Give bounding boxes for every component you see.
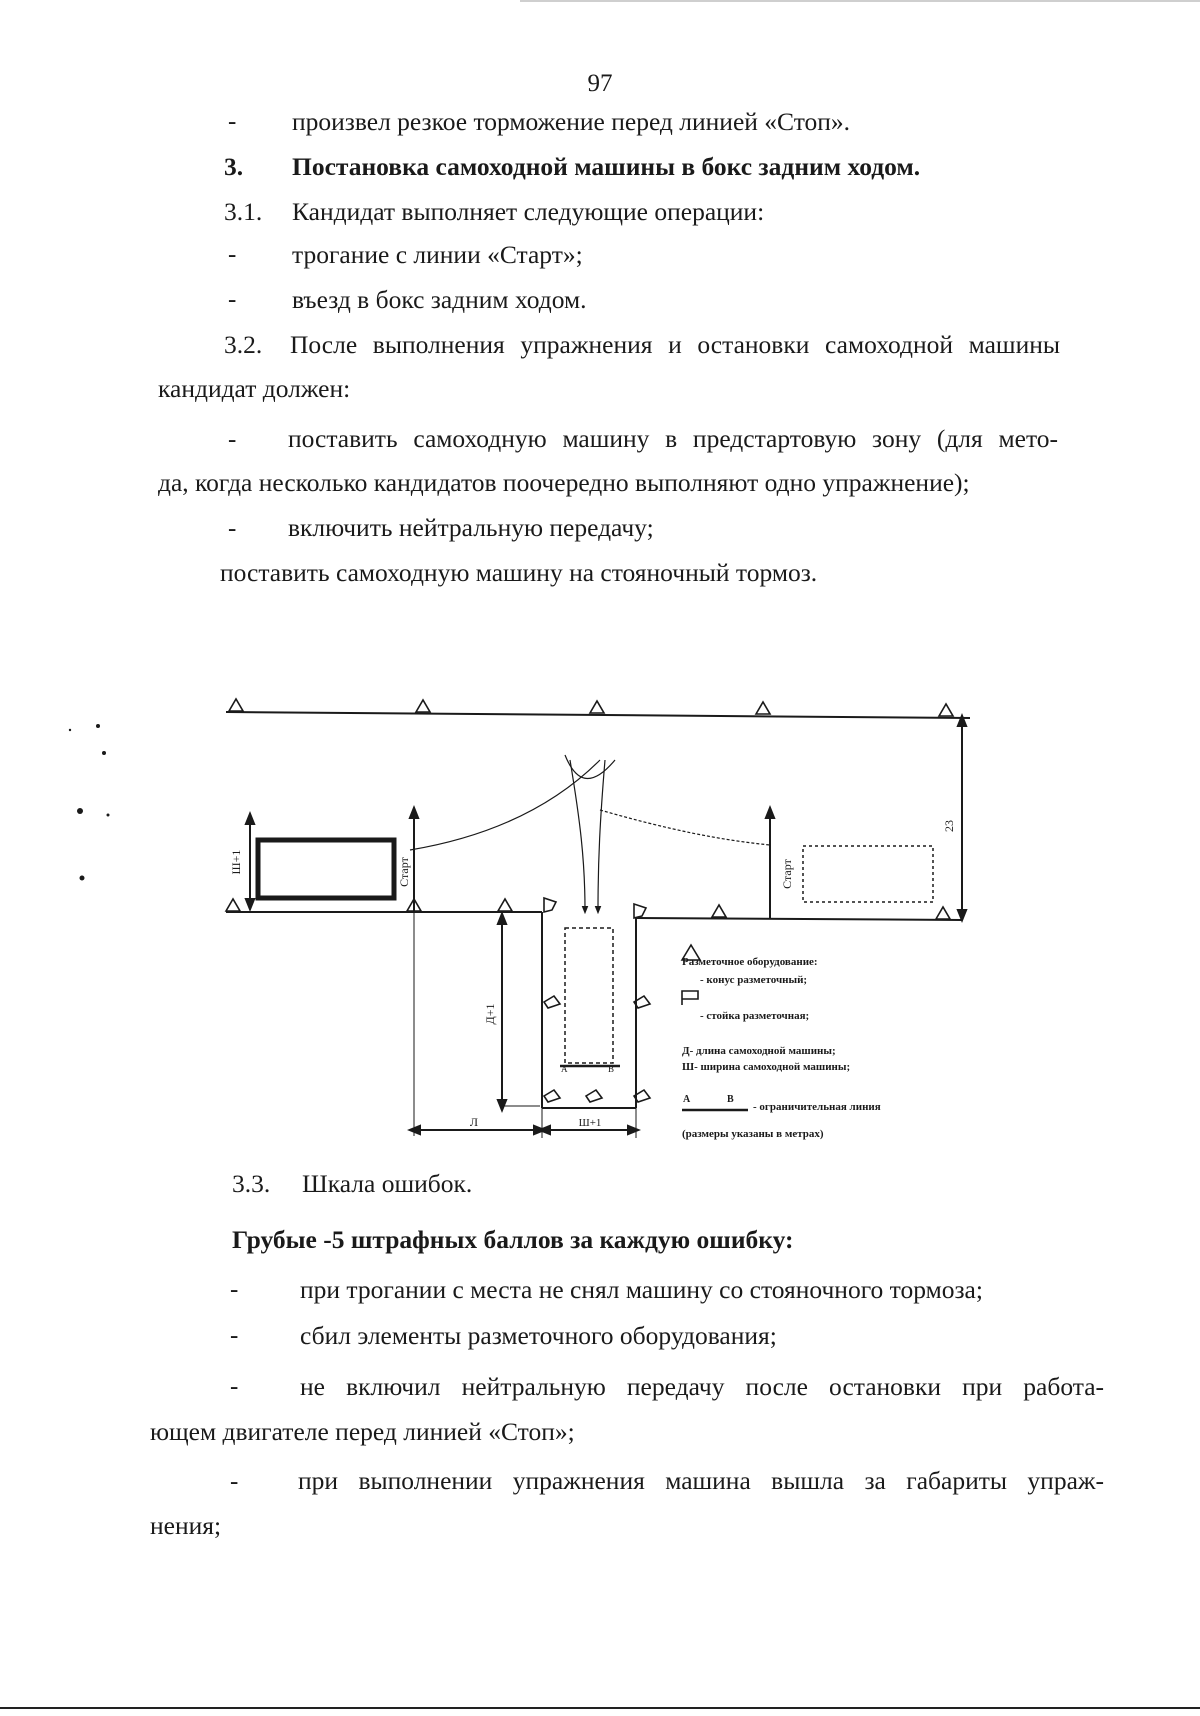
start-machine xyxy=(258,840,394,898)
list-item: не включил нейтральную передачу после остановки при работа- xyxy=(300,1372,1104,1401)
post-icon xyxy=(634,904,646,918)
post-icon xyxy=(544,898,556,912)
box-label-b: В xyxy=(608,1064,615,1074)
list-item: поставить самоходную машину в предстартовую зону (для мето- xyxy=(288,424,1058,453)
cone-icon xyxy=(590,701,604,713)
trajectory-line xyxy=(570,760,585,910)
trajectory-curve xyxy=(600,810,770,845)
list-dash: - xyxy=(230,1468,239,1495)
legend-b: В xyxy=(727,1094,734,1105)
list-dash: - xyxy=(228,426,237,453)
list-dash: - xyxy=(228,515,237,542)
paragraph-line: ющем двигателе перед линией «Стоп»; xyxy=(150,1417,575,1446)
start-label-left: Старт xyxy=(397,857,411,887)
legend-length: Д- длина самоходной машины; xyxy=(682,1045,836,1057)
list-dash: - xyxy=(230,1322,239,1349)
list-item: въезд в бокс задним ходом. xyxy=(292,285,587,314)
paragraph-line: поставить самоходную машину на стояночный тормоз. xyxy=(220,558,818,587)
post-icon xyxy=(586,1090,602,1102)
paragraph-line: произвел резкое торможение перед линией «Стоп». xyxy=(292,107,851,136)
paragraph-line: нения; xyxy=(150,1511,222,1540)
paragraph-line: Кандидат выполняет следующие операции: xyxy=(292,197,765,226)
dim-label-23: 23 xyxy=(942,820,956,832)
list-dash: - xyxy=(228,108,237,135)
list-dash: - xyxy=(230,1373,239,1400)
trajectory-line xyxy=(598,760,605,910)
list-item: включить нейтральную передачу; xyxy=(288,513,654,542)
subsection-number: 3.3. xyxy=(232,1169,271,1198)
box-label-a: А xyxy=(561,1064,568,1074)
list-dash: - xyxy=(228,241,237,268)
road-line-right xyxy=(636,918,962,920)
cone-icon xyxy=(939,704,953,716)
section-title: Постановка самоходной машины в бокс задним ходом. xyxy=(292,152,921,181)
dim-label-L: Л xyxy=(469,1115,479,1129)
paragraph-line: Шкала ошибок. xyxy=(302,1169,473,1198)
cone-icon xyxy=(756,702,770,714)
list-item: сбил элементы разметочного оборудования; xyxy=(300,1321,777,1350)
legend-units: (размеры указаны в метрах) xyxy=(682,1128,824,1140)
cone-icon xyxy=(226,899,240,911)
legend-width: Ш- ширина самоходной машины; xyxy=(682,1061,851,1073)
legend-a: А xyxy=(683,1094,691,1105)
subsection-number: 3.2. xyxy=(224,330,263,359)
list-dash: - xyxy=(230,1276,239,1303)
cone-icon xyxy=(936,907,950,919)
paragraph-line: кандидат должен: xyxy=(158,374,351,403)
box-machine xyxy=(565,928,613,1063)
paragraph-line: да, когда несколько кандидатов поочередно выполняют одно упражнение); xyxy=(158,468,970,497)
paragraph-line: После выполнения упражнения и остановки самоходной машины xyxy=(290,330,1060,359)
list-item: при трогании с места не снял машину со стояночного тормоза; xyxy=(300,1275,983,1304)
dim-label-box-length: Д+1 xyxy=(483,1003,497,1025)
scan-bottom-edge xyxy=(0,1707,1200,1709)
gross-errors-heading: Грубые -5 штрафных баллов за каждую ошибку: xyxy=(232,1225,794,1254)
start-label-right: Старт xyxy=(780,859,794,889)
cone-icon xyxy=(498,899,512,911)
page-number: 97 xyxy=(587,70,613,97)
list-item: при выполнении упражнения машина вышла за габариты упраж- xyxy=(298,1466,1104,1495)
cone-icon xyxy=(229,699,243,711)
post-icon xyxy=(682,991,698,1005)
legend-cone: - конус разметочный; xyxy=(700,974,808,986)
cone-icon xyxy=(712,905,726,917)
subsection-number: 3.1. xyxy=(224,197,263,226)
cone-icon xyxy=(416,700,430,712)
legend-title: Разметочное оборудование: xyxy=(682,956,818,968)
section-number: 3. xyxy=(224,152,244,181)
dim-label-width-left: Ш+1 xyxy=(229,849,243,875)
list-dash: - xyxy=(228,286,237,313)
post-icon xyxy=(544,996,560,1008)
legend-restriction-line: - ограничительная линия xyxy=(753,1101,881,1113)
list-item: трогание с линии «Старт»; xyxy=(292,240,583,269)
legend-post: - стойка разметочная; xyxy=(700,1010,810,1022)
destination-machine xyxy=(803,846,933,902)
dim-label-box-width: Ш+1 xyxy=(578,1117,602,1129)
trajectory-curve xyxy=(410,760,600,850)
post-icon xyxy=(544,1090,560,1102)
